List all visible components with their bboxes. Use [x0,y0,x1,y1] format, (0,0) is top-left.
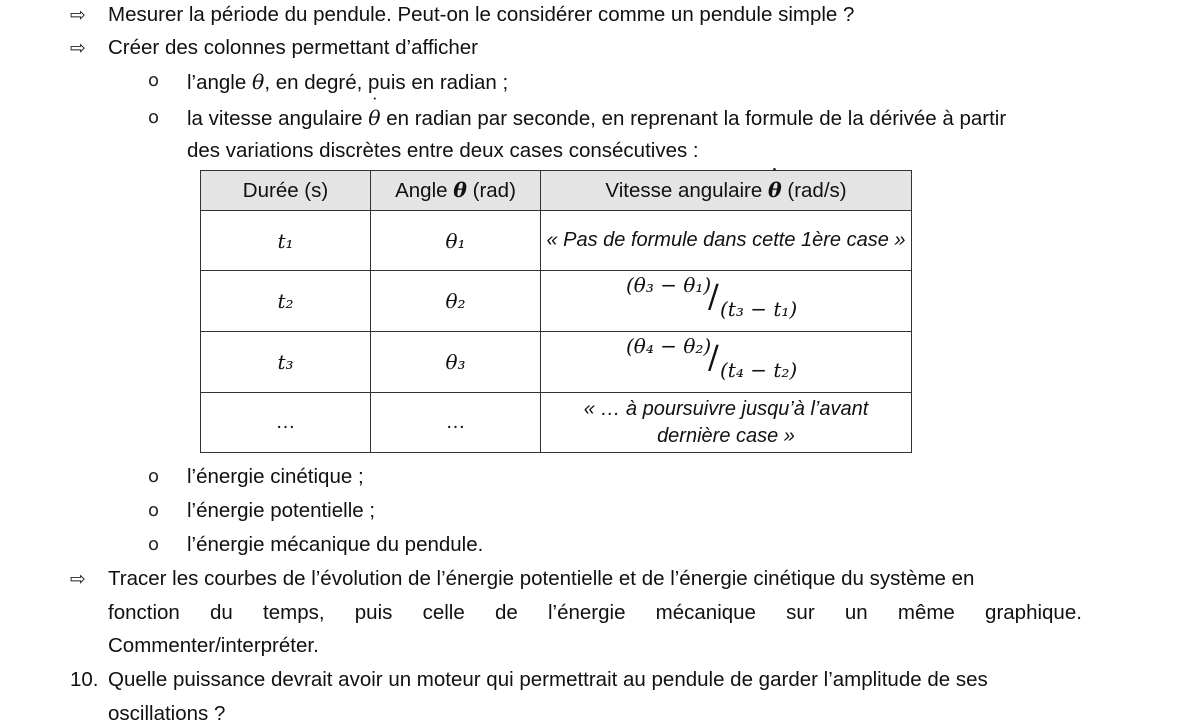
table-header-row [201,171,912,211]
velocity-formula: (θ₄ − θ₂) / (t₄ − t₂) [626,334,798,382]
item-tracer-line3: Commenter/interpréter. [108,634,319,657]
sub-item-vitesse-line2: des variations discrètes entre deux cases consécutives : [187,139,699,162]
question-10-line2: oscillations ? [108,702,226,725]
item-tracer-line1: Tracer les courbes de l’évolution de l’énergie potentielle et de l’énergie cinétique du système en [108,567,975,590]
cell-velocity: « … à poursuivre jusqu’à l’avant dernière case » [541,393,912,453]
circle-bullet-icon: o [148,466,160,487]
item-mesurer: Mesurer la période du pendule. Peut-on le considérer comme un pendule simple ? [108,3,855,26]
table-row [201,393,912,453]
circle-bullet-icon: o [148,70,160,91]
sub-item-vitesse: la vitesse angulaire ˙ θ en radian par seconde, en reprenant la formule de la dérivée à partir [187,104,1006,133]
question-10-line1: Quelle puissance devrait avoir un moteur qui permettrait au pendule de garder l’amplitude de ses [108,668,988,691]
sub-item-mecanique: l’énergie mécanique du pendule. [187,533,484,556]
header-angle: Angle θ (rad) [371,171,541,211]
sub-item-cinetique: l’énergie cinétique ; [187,465,364,488]
cell-velocity: « Pas de formule dans cette 1ère case » [541,211,912,271]
table-row [201,271,912,332]
arrow-bullet-icon: ⇨ [70,4,86,26]
cell-angle: θ₃ [371,332,541,393]
circle-bullet-icon: o [148,107,160,128]
cell-velocity [541,332,912,393]
cell-angle: θ₂ [371,271,541,332]
cell-angle: θ₁ [371,211,541,271]
cell-velocity [541,271,912,332]
item-creer: Créer des colonnes permettant d’afficher [108,36,478,59]
table-row [201,211,912,271]
cell-time: … [201,393,371,453]
cell-time: t₃ [201,332,371,393]
header-duree: Durée (s) [201,171,371,211]
cell-angle: … [371,393,541,453]
sub-item-angle: l’angle θ, en degré, puis en radian ; [187,70,509,94]
arrow-bullet-icon: ⇨ [70,37,86,59]
table-row [201,332,912,393]
item-tracer-line2: fonction du temps, puis celle de l’énergie mécanique sur un même graphique. [108,601,1082,624]
derivative-table [200,170,912,453]
header-vitesse: Vitesse angulaire ˙ θ (rad/s) [541,171,912,211]
velocity-formula: (θ₃ − θ₁) / (t₃ − t₁) [626,273,798,321]
sub-item-potentielle: l’énergie potentielle ; [187,499,376,522]
cell-time: t₁ [201,211,371,271]
cell-time: t₂ [201,271,371,332]
circle-bullet-icon: o [148,500,160,521]
arrow-bullet-icon: ⇨ [70,568,86,590]
question-number: 10. [70,668,99,691]
circle-bullet-icon: o [148,534,160,555]
